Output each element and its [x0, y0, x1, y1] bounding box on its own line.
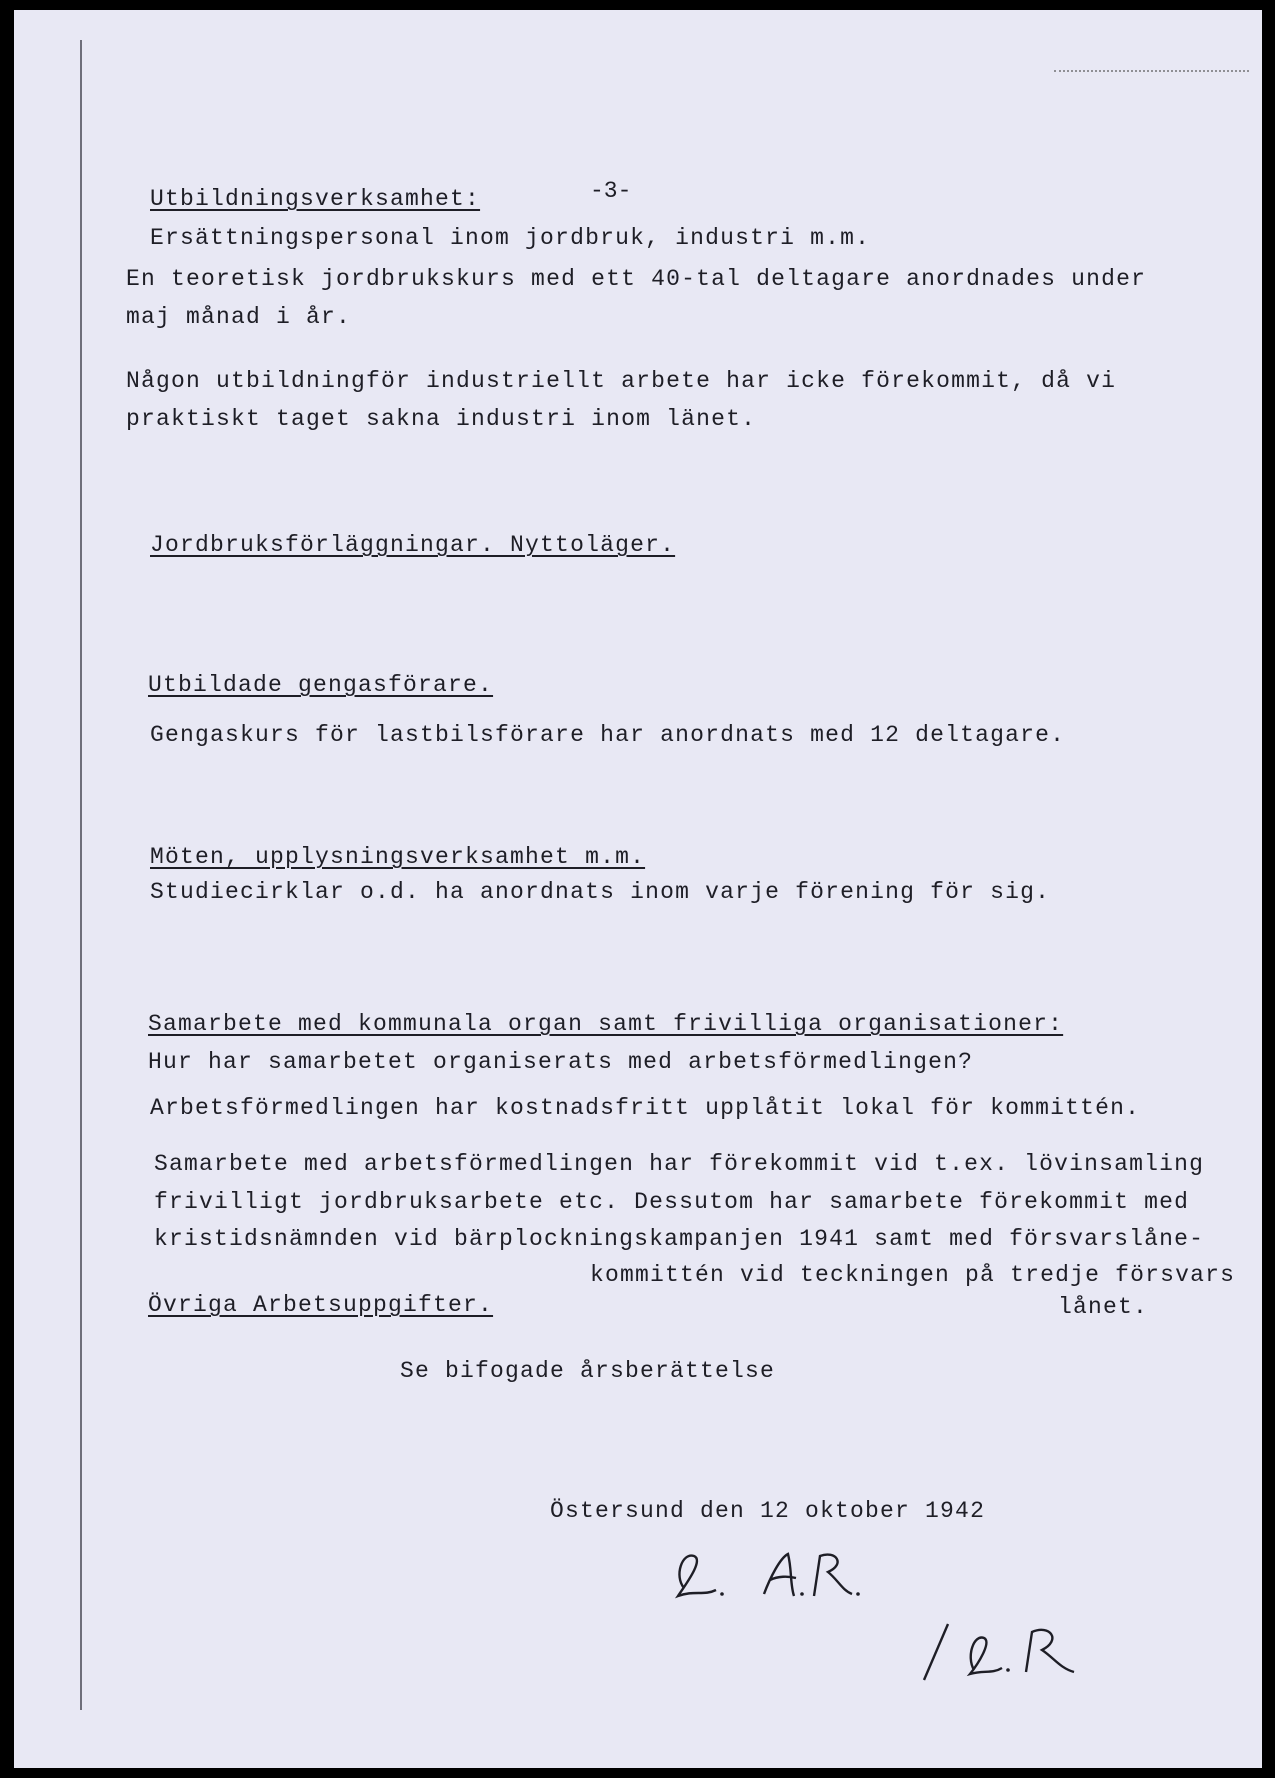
heading-ovriga-arbetsuppgifter: Övriga Arbetsuppgifter.	[148, 1292, 494, 1318]
signature-1	[664, 1540, 894, 1610]
text-line: Studiecirklar o.d. ha anordnats inom varje förening för sig.	[150, 879, 1051, 905]
heading-samarbete: Samarbete med kommunala organ samt frivilliga organisationer:	[148, 1011, 1064, 1037]
text-line: maj månad i år.	[126, 304, 352, 330]
heading-utbildade-gengasforare: Utbildade gengasförare.	[148, 672, 494, 698]
text-line: lånet.	[1058, 1294, 1149, 1320]
signature-2	[914, 1610, 1114, 1690]
place-date: Östersund den 12 oktober 1942	[550, 1498, 986, 1524]
subheading-ersattningspersonal: Ersättningspersonal inom jordbruk, industri m.m.	[150, 225, 871, 251]
text-line: praktiskt taget sakna industri inom länet.	[126, 406, 757, 432]
text-line: kommittén vid teckningen på tredje försvars	[590, 1262, 1236, 1288]
heading-utbildningsverksamhet: Utbildningsverksamhet:	[150, 186, 481, 212]
text-line: Gengaskurs för lastbilsförare har anordnats med 12 deltagare.	[150, 722, 1066, 748]
page-number: -3-	[590, 178, 632, 204]
text-line: Arbetsförmedlingen har kostnadsfritt upplåtit lokal för kommittén.	[150, 1095, 1141, 1121]
text-question: Hur har samarbetet organiserats med arbetsförmedlingen?	[148, 1049, 974, 1075]
text-line: frivilligt jordbruksarbete etc. Dessutom har samarbete förekommit med	[154, 1189, 1190, 1215]
heading-moten: Möten, upplysningsverksamhet m.m.	[150, 844, 646, 870]
document-page	[14, 10, 1262, 1768]
text-line: Se bifogade årsberättelse	[400, 1358, 776, 1384]
text-line: Någon utbildningför industriellt arbete har icke förekommit, då vi	[126, 368, 1117, 394]
heading-jordbruksforlaggningar: Jordbruksförläggningar. Nyttoläger.	[150, 532, 676, 558]
text-line: En teoretisk jordbrukskurs med ett 40-tal deltagare anordnades under	[126, 266, 1147, 292]
text-line: Samarbete med arbetsförmedlingen har förekommit vid t.ex. lövinsamling	[154, 1151, 1205, 1177]
dotted-edge	[1054, 70, 1249, 72]
margin-line	[80, 40, 82, 1710]
text-line: kristidsnämnden vid bärplockningskampanjen 1941 samt med försvarslåne-	[154, 1226, 1205, 1252]
